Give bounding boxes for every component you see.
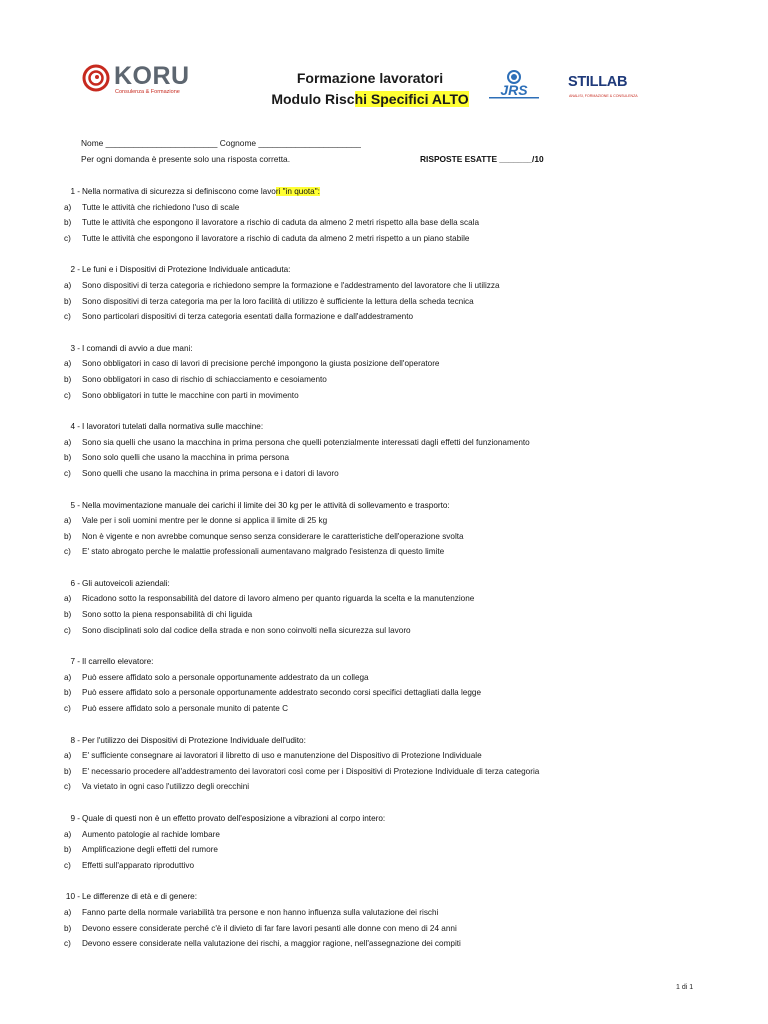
answer-option[interactable]	[0, 435, 768, 451]
option-letter: b)	[64, 453, 72, 463]
question-6	[0, 576, 768, 638]
option-letter: b)	[64, 374, 72, 384]
question-heading	[0, 889, 768, 905]
question-heading	[0, 498, 768, 514]
answer-option[interactable]	[0, 701, 768, 717]
option-text: Sono sotto la piena responsabilità di chi liguida	[82, 610, 253, 620]
question-number: 8 -	[70, 735, 80, 745]
answer-option[interactable]	[0, 764, 768, 780]
answer-option[interactable]	[0, 231, 768, 247]
question-10	[0, 889, 768, 951]
question-text-plain: I comandi di avvio a due mani:	[82, 343, 193, 353]
question-text-plain: Nella movimentazione manuale dei carichi il limite dei 30 kg per le attività di sollevamento e trasporto:	[82, 500, 450, 510]
option-text: Sono particolari dispositivi di terza categoria esentati dalla formazione e dall'addestramento	[82, 312, 414, 322]
question-number: 9 -	[70, 814, 80, 823]
option-letter: a)	[64, 829, 72, 839]
option-letter: c)	[64, 233, 71, 243]
option-text: Ricadono sotto la responsabilità del datore di lavoro almeno per quanto riguarda la scelta e la manutenzione	[82, 594, 475, 604]
question-number: 6 -	[70, 578, 80, 588]
koru-tagline: Consulenza & Formazione	[115, 89, 180, 95]
answer-option[interactable]	[0, 921, 768, 937]
option-text: Devono essere considerate perché c'è il divieto di far fare lavori pesanti alle donne con meno di 24 anni	[82, 923, 457, 933]
koru-logo	[82, 62, 194, 98]
question-8	[0, 733, 768, 795]
question-text-plain: I lavoratori tutelati dalla normativa sulle macchine:	[82, 422, 264, 432]
answer-option[interactable]	[0, 200, 768, 216]
instruction-text: Per ogni domanda è presente solo una risposta corretta.	[81, 154, 291, 164]
question-text-plain: Quale di questi non è un effetto provato dell'esposizione a vibrazioni al corpo intero:	[82, 814, 386, 823]
koru-spiral-icon	[82, 64, 110, 92]
answer-option[interactable]	[0, 842, 768, 858]
title-line-2-plain: Modulo Risc	[271, 91, 355, 107]
option-text: Va vietato in ogni caso l'utilizzo degli orecchini	[82, 782, 250, 792]
option-letter: b)	[64, 218, 72, 228]
name-surname-field[interactable]: Nome ________________________ Cognome ______________________	[81, 138, 361, 148]
option-letter: b)	[64, 923, 72, 933]
question-heading	[0, 184, 768, 200]
answer-option[interactable]	[0, 858, 768, 874]
answer-option[interactable]	[0, 294, 768, 310]
answer-option[interactable]	[0, 779, 768, 795]
answer-option[interactable]	[0, 215, 768, 231]
question-heading	[0, 654, 768, 670]
option-text: Aumento patologie al rachide lombare	[82, 829, 220, 839]
option-text: Non è vigente e non avrebbe comunque senso senza considerare le caratteristiche dell'operazione svolta	[82, 531, 464, 541]
question-text	[82, 889, 197, 905]
question-text-highlight: ri "in quota":	[275, 187, 320, 196]
option-letter: a)	[64, 359, 72, 369]
question-number: 3 -	[70, 343, 80, 353]
answer-option[interactable]	[0, 466, 768, 482]
question-9	[0, 811, 768, 873]
question-heading	[0, 733, 768, 749]
option-letter: b)	[64, 688, 72, 698]
option-letter: c)	[64, 625, 71, 635]
question-text	[82, 576, 170, 592]
answer-option[interactable]	[0, 513, 768, 529]
title-line-1: Formazione lavoratori	[296, 70, 444, 86]
answer-option[interactable]	[0, 748, 768, 764]
option-letter: a)	[64, 516, 72, 526]
option-letter: c)	[64, 704, 71, 714]
question-text	[82, 811, 385, 827]
option-letter: a)	[64, 280, 72, 290]
option-letter: c)	[64, 390, 71, 400]
jrs-logo	[487, 68, 543, 102]
option-letter: c)	[64, 312, 71, 322]
option-text: Vale per i soli uomini mentre per le donne si applica il limite di 25 kg	[82, 516, 328, 526]
answer-option[interactable]	[0, 623, 768, 639]
question-text-plain: Le differenze di età e di genere:	[82, 892, 198, 902]
option-text: Può essere affidato solo a personale opportunamente addestrato secondo corsi specifici dettagliati dalla legge	[82, 688, 482, 698]
stillab-logo	[568, 70, 638, 102]
title-line-2-highlight: hi Specifici ALTO	[354, 91, 469, 107]
option-letter: a)	[64, 437, 72, 447]
score-field[interactable]: RISPOSTE ESATTE _______/10	[420, 154, 544, 164]
option-letter: b)	[64, 531, 72, 541]
answer-option[interactable]	[0, 356, 768, 372]
stillab-name: STILLAB	[568, 74, 628, 90]
option-text: Può essere affidato solo a personale opportunamente addestrato da un collega	[82, 672, 369, 682]
answer-option[interactable]	[0, 450, 768, 466]
option-text: Effetti sull'apparato riproduttivo	[82, 860, 195, 870]
option-text: Sono dispositivi di terza categoria e richiedono sempre la formazione e l'addestramento del lavoratore che li utilizza	[82, 280, 500, 290]
option-text: Sono dispositivi di terza categoria ma per la loro facilità di utilizzo è sufficiente la lettura della scheda tecnica	[82, 296, 474, 306]
question-list	[0, 184, 768, 968]
option-text: Devono essere considerate nella valutazione dei rischi, a maggior ragione, nell'assegnazione dei compiti	[82, 939, 461, 949]
question-4	[0, 419, 768, 481]
option-text: Sono obbligatori in tutte le macchine con parti in movimento	[82, 390, 299, 400]
question-number: 1 -	[70, 187, 80, 196]
answer-option[interactable]	[0, 388, 768, 404]
answer-option[interactable]	[0, 544, 768, 560]
option-text: Tutte le attività che espongono il lavoratore a rischio di caduta da almeno 2 metri rispetto alla base della scala	[82, 218, 480, 228]
question-text	[82, 262, 290, 278]
question-text-plain: Nella normativa di sicurezza si definiscono come lavo	[82, 187, 276, 196]
option-letter: b)	[64, 766, 72, 776]
option-letter: a)	[64, 751, 72, 761]
option-letter: c)	[64, 547, 71, 557]
answer-option[interactable]	[0, 685, 768, 701]
option-letter: a)	[64, 672, 72, 682]
option-text: Amplificazione degli effetti del rumore	[82, 845, 218, 855]
question-text	[82, 419, 263, 435]
option-letter: b)	[64, 610, 72, 620]
question-7	[0, 654, 768, 716]
page-number: 1 di 1	[676, 984, 694, 991]
option-text: Fanno parte della normale variabilità tra persone e non hanno influenza sulla valutazione dei rischi	[82, 907, 439, 917]
option-text: Sono obbligatori in caso di rischio di schiacciamento e cesoiamento	[82, 374, 327, 384]
option-text: Tutte le attività che espongono il lavoratore a rischio di caduta da almeno 2 metri rispetto a un piano stabile	[82, 233, 470, 243]
question-1	[0, 184, 768, 246]
option-letter: c)	[64, 468, 71, 478]
question-5	[0, 498, 768, 560]
question-text	[82, 341, 193, 357]
option-letter: b)	[64, 296, 72, 306]
answer-option[interactable]	[0, 936, 768, 952]
answer-option[interactable]	[0, 372, 768, 388]
koru-name: KORU	[114, 62, 190, 90]
question-text	[82, 654, 153, 670]
option-text: Può essere affidato solo a personale munito di patente C	[82, 704, 289, 714]
answer-option[interactable]	[0, 529, 768, 545]
question-text	[82, 733, 306, 749]
question-number: 5 -	[70, 500, 80, 510]
question-text-plain: Per l'utilizzo dei Dispositivi di Protezione Individuale dell'udito:	[82, 735, 306, 745]
question-2	[0, 262, 768, 324]
question-number: 4 -	[70, 422, 80, 432]
question-text-plain: Gli autoveicoli aziendali:	[82, 578, 170, 588]
answer-option[interactable]	[0, 670, 768, 686]
option-letter: a)	[64, 202, 72, 212]
option-text: Sono quelli che usano la macchina in prima persona e i datori di lavoro	[82, 468, 339, 478]
jrs-name: JRS	[500, 82, 528, 98]
question-heading	[0, 341, 768, 357]
question-text-plain: Le funi e i Dispositivi di Protezione Individuale anticaduta:	[82, 265, 291, 275]
question-number: 10 -	[65, 892, 80, 902]
option-letter: c)	[64, 782, 71, 792]
option-text: E' necessario procedere all'addestramento dei lavoratori così come per i Dispositivi di Protezione Individuale di terza categoria	[82, 766, 540, 776]
option-text: Sono disciplinati solo dal codice della strada e non sono coinvolti nella sicurezza sul lavoro	[82, 625, 411, 635]
option-letter: a)	[64, 594, 72, 604]
answer-option[interactable]	[0, 827, 768, 843]
option-text: Sono solo quelli che usano la macchina in prima persona	[82, 453, 290, 463]
question-heading	[0, 811, 768, 827]
option-text: E' stato abrogato perche le malattie professionali aumentavano malgrado l'esistenza di questo limite	[82, 547, 445, 557]
answer-option[interactable]	[0, 607, 768, 623]
question-text	[82, 184, 320, 200]
answer-option[interactable]	[0, 905, 768, 921]
option-text: Sono sia quelli che usano la macchina in prima persona che quelli potenzialmente interessati dagli effetti del funzionamento	[82, 437, 530, 447]
title-line-2	[255, 89, 485, 110]
option-text: Tutte le attività che richiedono l'uso di scale	[82, 202, 240, 212]
option-letter: a)	[64, 907, 72, 917]
answer-option[interactable]	[0, 278, 768, 294]
question-heading	[0, 419, 768, 435]
option-text: Sono obbligatori in caso di lavori di precisione perché impongono la giusta posizione dell'operatore	[82, 359, 440, 369]
question-number: 2 -	[70, 265, 80, 275]
question-number: 7 -	[70, 657, 80, 667]
option-letter: c)	[64, 939, 71, 949]
answer-option[interactable]	[0, 591, 768, 607]
question-text	[82, 498, 450, 514]
stillab-tagline: ANALISI, FORMAZIONE & CONSULENZA	[569, 94, 638, 98]
question-3	[0, 341, 768, 403]
question-heading	[0, 576, 768, 592]
jrs-emblem-icon	[487, 68, 543, 102]
page-title	[255, 68, 485, 110]
question-heading	[0, 262, 768, 278]
answer-option[interactable]	[0, 309, 768, 325]
option-letter: b)	[64, 845, 72, 855]
option-text: E' sufficiente consegnare ai lavoratori il libretto di uso e manutenzione del Dispositivo di Protezione Individuale	[82, 751, 482, 761]
question-text-plain: Il carrello elevatore:	[82, 657, 154, 667]
option-letter: c)	[64, 860, 71, 870]
